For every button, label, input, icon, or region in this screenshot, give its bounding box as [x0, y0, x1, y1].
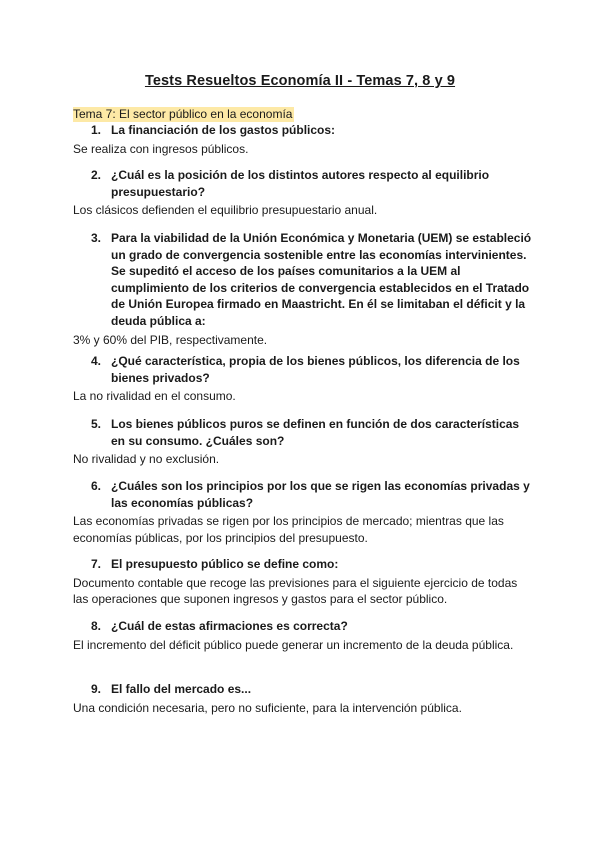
question-number: 5.: [91, 417, 102, 431]
question-text: Para la viabilidad de la Unión Económica y Monetaria (UEM) se estableció un grado de convergencia sostenible entre las economías intervinientes. Se supeditó el acceso de los países comunitarios a la UEM al cumplimiento de los criterios de convergencia establecidos en el Tratado de Unión Europea firmado en Maastricht. En él se limitaban el déficit y la deuda pública a:: [111, 231, 532, 328]
question-item-8: [73, 618, 533, 653]
question-text: ¿Cuáles son los principios por los que se rigen las economías privadas y las economías públicas?: [111, 479, 530, 510]
answer-text: Una condición necesaria, pero no suficiente, para la intervención pública.: [73, 700, 462, 715]
answer-text: 3% y 60% del PIB, respectivamente.: [73, 332, 268, 347]
question-text: ¿Cuál es la posición de los distintos autores respecto al equilibrio presupuestario?: [111, 168, 490, 199]
answer-text: La no rivalidad en el consumo.: [73, 389, 236, 404]
answer-text: Los clásicos defienden el equilibrio presupuestario anual.: [73, 203, 378, 218]
question-item-7: [73, 556, 533, 608]
document-title: Tests Resueltos Economía II - Temas 7, 8 y 9: [144, 73, 456, 89]
question-text: El presupuesto público se define como:: [111, 557, 339, 571]
answer-text: Se realiza con ingresos públicos.: [73, 141, 249, 156]
question-item-6: [73, 478, 533, 546]
question-item-9: [73, 681, 533, 716]
question-item-4: [73, 353, 533, 405]
question-number: 1.: [91, 123, 102, 137]
question-text: ¿Cuál de estas afirmaciones es correcta?: [111, 619, 348, 633]
answer-text: No rivalidad y no exclusión.: [73, 452, 220, 467]
question-number: 7.: [91, 557, 102, 571]
answer-text: El incremento del déficit público puede generar un incremento de la deuda pública.: [73, 637, 514, 652]
question-item-1: [73, 122, 533, 157]
question-number: 4.: [91, 354, 102, 368]
question-item-5: [73, 416, 533, 468]
question-text: ¿Qué característica, propia de los bienes públicos, los diferencia de los bienes privados?: [111, 354, 520, 385]
question-text: El fallo del mercado es...: [111, 682, 252, 696]
question-text: Los bienes públicos puros se definen en función de dos características en su consumo. ¿Cuáles son?: [111, 417, 520, 448]
question-text: La financiación de los gastos públicos:: [111, 123, 336, 137]
question-item-3: [73, 230, 533, 348]
question-number: 3.: [91, 231, 102, 245]
question-number: 8.: [91, 619, 102, 633]
question-number: 2.: [91, 168, 102, 182]
question-item-2: [73, 167, 533, 219]
answer-text: Las economías privadas se rigen por los principios de mercado; mientras que las economías públicas, por los principios del presupuesto.: [73, 514, 504, 545]
question-number: 9.: [91, 682, 102, 696]
answer-text: Documento contable que recoge las previsiones para el siguiente ejercicio de todas las operaciones que suponen ingresos y gastos para el sector público.: [73, 575, 518, 607]
question-number: 6.: [91, 479, 102, 493]
section-heading-highlighted: Tema 7: El sector público en la economía: [73, 107, 293, 121]
